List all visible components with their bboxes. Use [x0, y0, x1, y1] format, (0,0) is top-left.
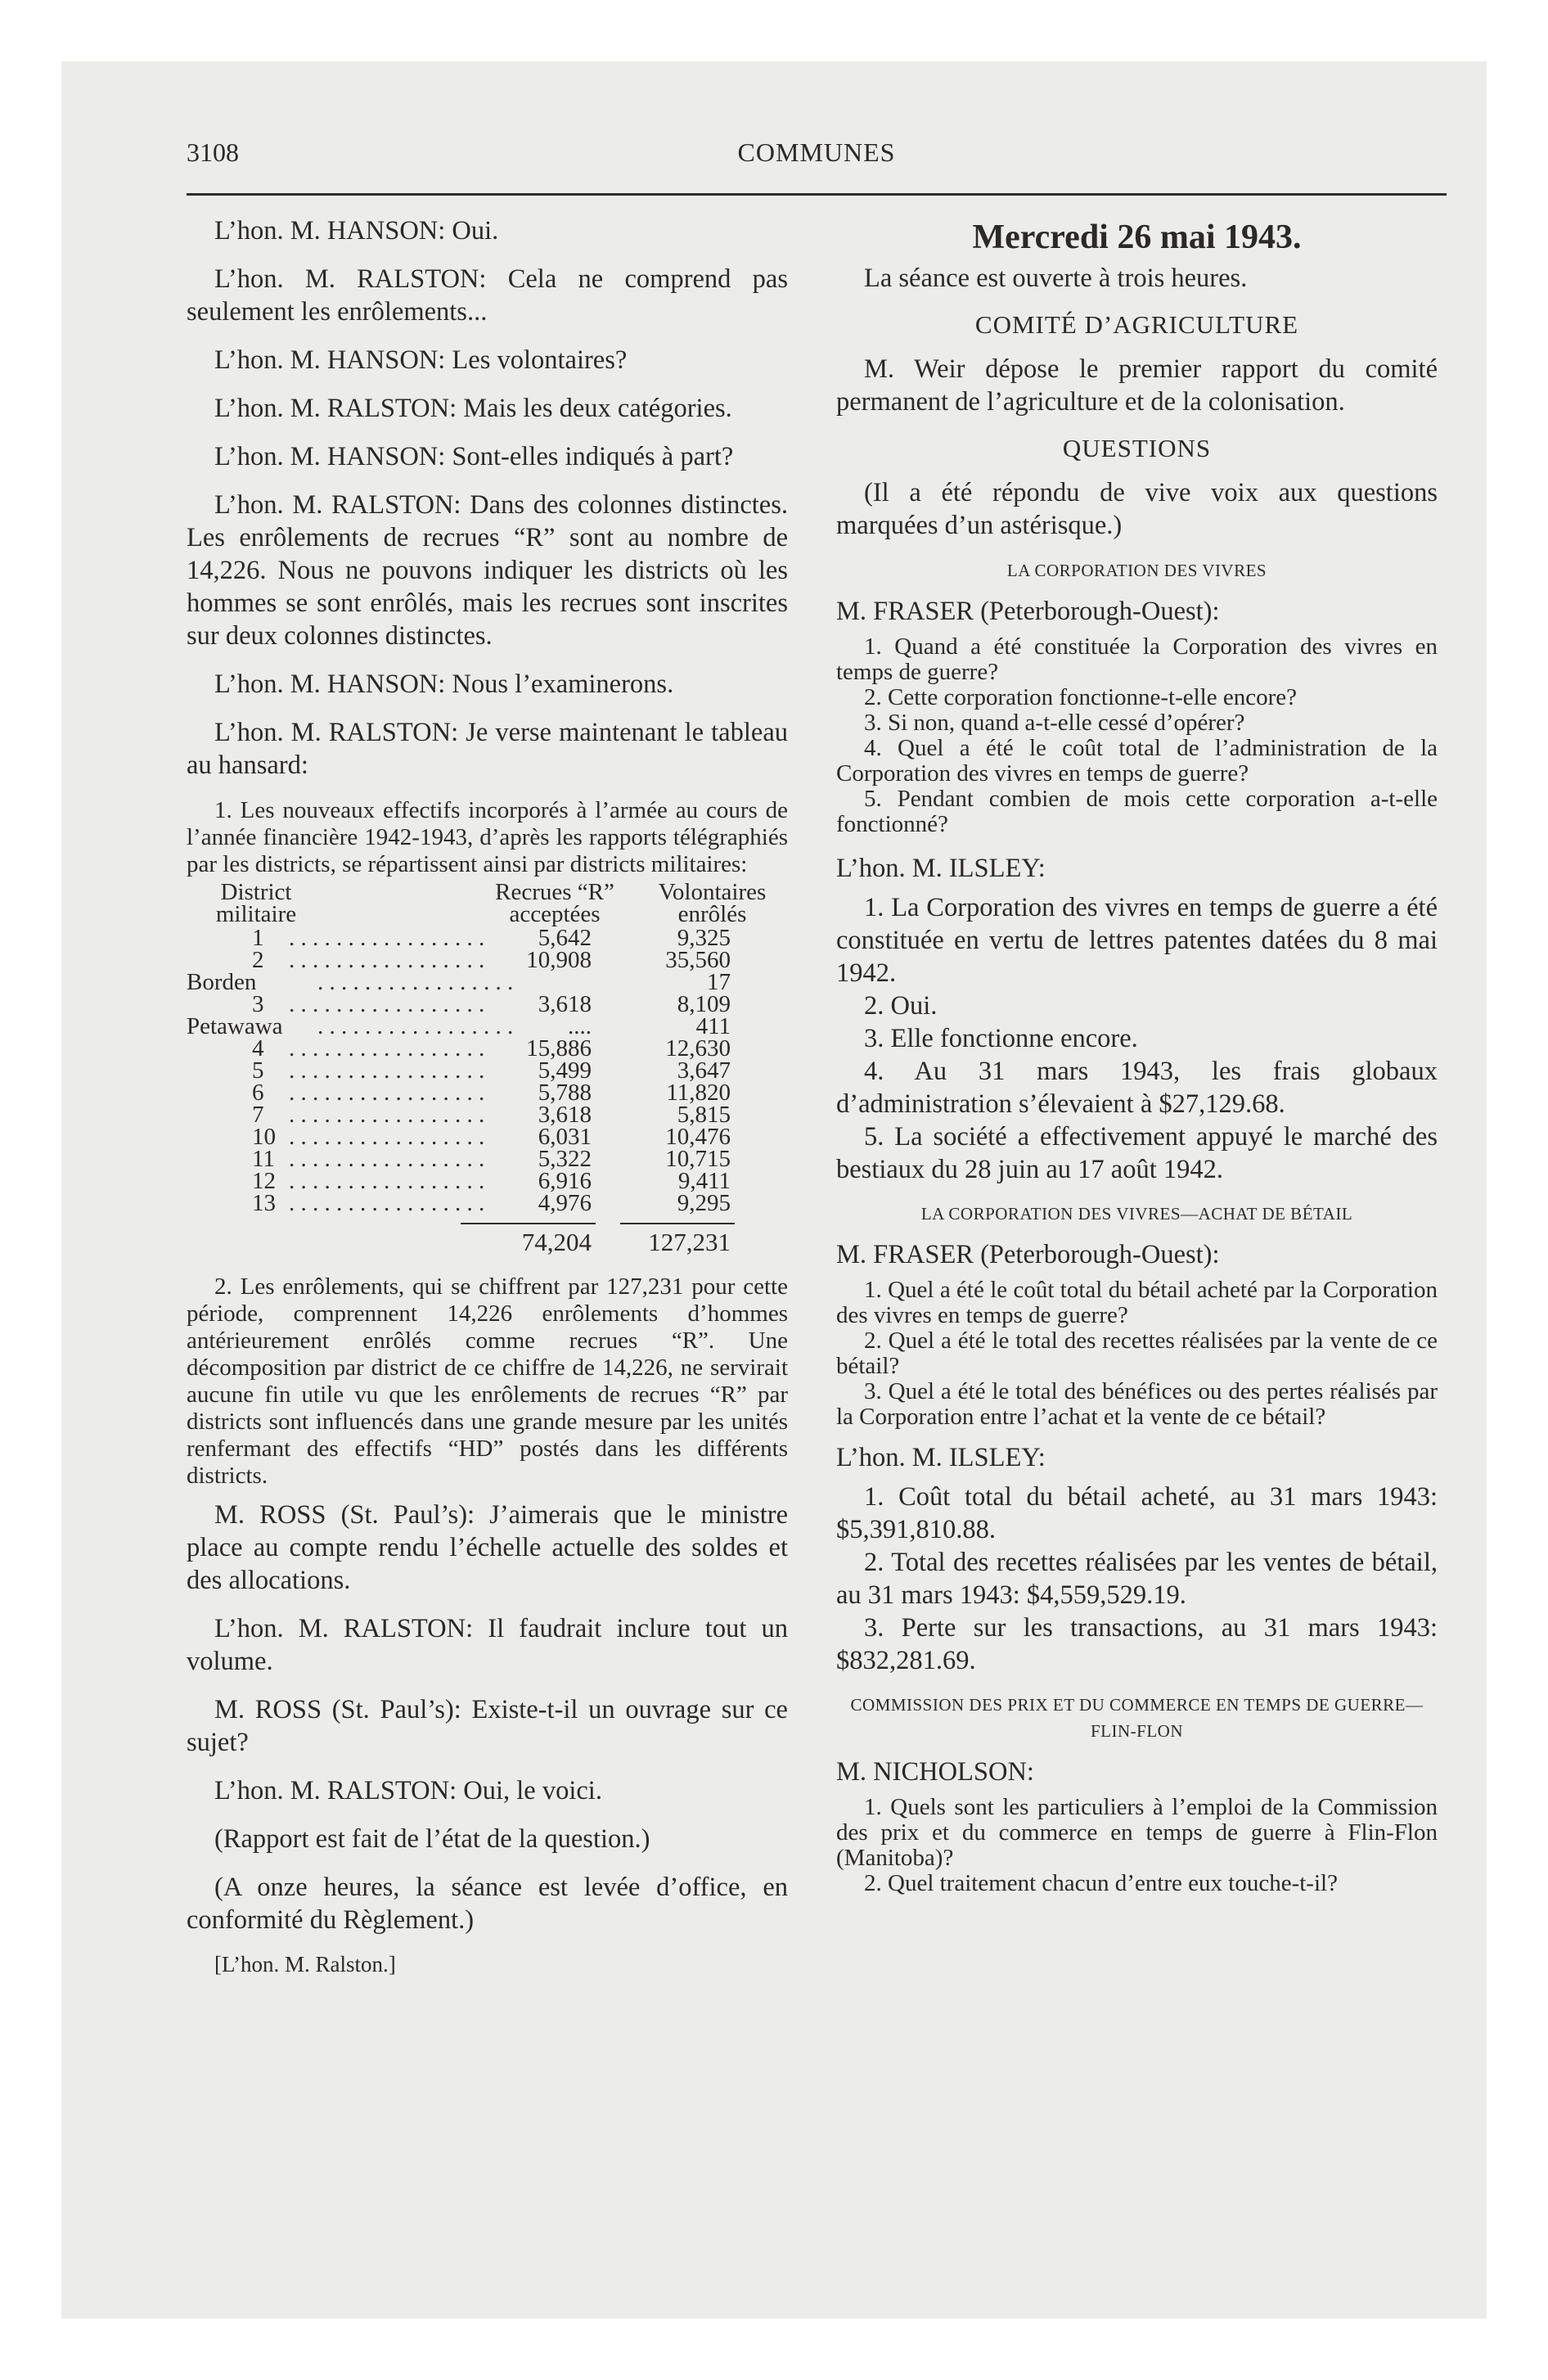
speaker-name: L’hon. M. ILSLEY:	[836, 854, 1046, 883]
section-heading: QUESTIONS	[1062, 434, 1212, 462]
volontaires-value: 9,325	[677, 925, 731, 951]
table-header	[187, 881, 788, 927]
recrues-value: 4,976	[538, 1190, 592, 1216]
table-row	[187, 1192, 788, 1215]
volontaires-value: 5,815	[677, 1102, 731, 1128]
answer: 1. Coût total du bétail acheté, au 31 mars 1943: $5,391,810.88.	[836, 1482, 1438, 1544]
question: 4. Quel a été le coût total de l’administration de la Corporation des vivres en temps de guerre?	[836, 735, 1438, 787]
question: 3. Si non, quand a-t-elle cessé d’opérer?	[864, 710, 1245, 736]
table-row	[187, 1148, 788, 1170]
paragraph: L’hon. M. HANSON: Sont-elles indiqués à part?	[214, 442, 734, 471]
page-header	[187, 137, 1447, 187]
recrues-value: 5,322	[538, 1146, 592, 1172]
table-row	[187, 1126, 788, 1148]
leader-dots: . . . . . . . . . . . . . . . . .	[289, 925, 485, 951]
table-row	[187, 949, 788, 971]
speaker-signature: [L’hon. M. Ralston.]	[214, 1952, 396, 1977]
paragraph: L’hon. M. RALSTON: Dans des colonnes distinctes. Les enrôlements de recrues “R” sont au nombre de 14,226. Nous ne pouvons indiquer les districts où les hommes se sont enrôlés, mais les recrues sont inscrites sur deux colonnes distinctes.	[187, 490, 788, 651]
total-recrues: 74,204	[521, 1228, 592, 1256]
question: 1. Quand a été constituée la Corporation des vivres en temps de guerre?	[836, 633, 1438, 685]
district-label: 3	[252, 991, 264, 1017]
question: 2. Quel traitement chacun d’entre eux touche-t-il?	[864, 1870, 1338, 1896]
speaker-name: L’hon. M. ILSLEY:	[836, 1443, 1046, 1472]
leader-dots: . . . . . . . . . . . . . . . . .	[289, 1124, 485, 1150]
district-label: Borden	[187, 969, 257, 995]
table-row	[187, 1170, 788, 1192]
volontaires-value: 11,820	[666, 1080, 731, 1106]
running-title: COMMUNES	[737, 137, 896, 167]
volontaires-value: 3,647	[677, 1057, 731, 1084]
recrues-value: 3,618	[538, 991, 592, 1017]
question-subheading: LA CORPORATION DES VIVRES—ACHAT DE BÉTAIL	[920, 1204, 1353, 1224]
question: 1. Quel a été le coût total du bétail acheté par la Corporation des vivres en temps de guerre?	[836, 1277, 1438, 1328]
district-label: 4	[252, 1035, 264, 1062]
leader-dots: . . . . . . . . . . . . . . . . .	[289, 1146, 485, 1172]
page-number: 3108	[187, 137, 239, 167]
leader-dots: . . . . . . . . . . . . . . . . .	[289, 1035, 485, 1062]
paragraph: (Il a été répondu de vive voix aux questions marquées d’un astérisque.)	[836, 478, 1438, 540]
district-label: 13	[252, 1190, 276, 1216]
table-row	[187, 1104, 788, 1126]
volontaires-value: 35,560	[665, 947, 731, 973]
paragraph: L’hon. M. HANSON: Les volontaires?	[214, 345, 628, 375]
question-subheading: LA CORPORATION DES VIVRES	[1006, 561, 1267, 580]
volontaires-value: 12,630	[665, 1035, 731, 1062]
leader-dots: . . . . . . . . . . . . . . . . .	[289, 947, 485, 973]
district-label: 2	[252, 947, 264, 973]
leader-dots: . . . . . . . . . . . . . . . . .	[289, 1080, 485, 1106]
answer: 2. Oui.	[864, 991, 938, 1021]
question: 2. Cette corporation fonctionne-t-elle encore?	[864, 684, 1298, 710]
district-label: 12	[252, 1168, 276, 1194]
question: 3. Quel a été le total des bénéfices ou des pertes réalisés par la Corporation entre l’achat et la vente de ce bétail?	[836, 1378, 1438, 1430]
answer-list	[836, 891, 1438, 1186]
volontaires-value: 10,476	[665, 1124, 731, 1150]
recrues-value: ....	[568, 1013, 592, 1039]
paragraph: L’hon. M. RALSTON: Il faudrait inclure tout un volume.	[187, 1614, 788, 1676]
recrues-value: 5,788	[538, 1080, 592, 1106]
paragraph: M. ROSS (St. Paul’s): Existe-t-il un ouvrage sur ce sujet?	[187, 1695, 788, 1757]
speaker-name: M. FRASER (Peterborough-Ouest):	[836, 597, 1220, 626]
leader-dots: . . . . . . . . . . . . . . . . .	[289, 1168, 485, 1194]
leader-dots: . . . . . . . . . . . . . . . . .	[317, 1013, 514, 1039]
column-header-volontaires: Volontaires enrôlés	[658, 879, 767, 927]
table-body	[187, 927, 788, 1215]
left-column	[187, 214, 788, 1977]
answer: 1. La Corporation des vivres en temps de guerre a été constituée en vertu de lettres patentes datées du 8 mai 1942.	[836, 893, 1438, 988]
district-label: 11	[252, 1146, 275, 1172]
leader-dots: . . . . . . . . . . . . . . . . .	[317, 969, 514, 995]
recrues-value: 6,031	[538, 1124, 592, 1150]
volontaires-value: 8,109	[677, 991, 731, 1017]
header-rule	[187, 193, 1447, 196]
paragraph: L’hon. M. RALSTON: Cela ne comprend pas seulement les enrôlements...	[187, 264, 788, 327]
recrues-value: 5,642	[538, 925, 592, 951]
paragraph: 2. Les enrôlements, qui se chiffrent par 127,231 pour cette période, comprennent 14,226 enrôlements d’hommes antérieurement enrôlés comme recrues “R”. Une décomposition par district de ce chiffre de 14,226, ne servirait aucune fin utile vu que les enrôlements de recrues “R” par districts sont influencés dans une grande mesure par les unités renfermant des effectifs “HD” postés dans les différents districts.	[187, 1273, 788, 1489]
recrues-value: 6,916	[538, 1168, 592, 1194]
paragraph: L’hon. M. HANSON: Oui.	[214, 216, 499, 246]
paragraph: M. Weir dépose le premier rapport du comité permanent de l’agriculture et de la colonisation.	[836, 354, 1438, 417]
total-volontaires: 127,231	[648, 1228, 731, 1256]
leader-dots: . . . . . . . . . . . . . . . . .	[289, 1190, 485, 1216]
district-label: 1	[252, 925, 264, 951]
question: 1. Quels sont les particuliers à l’emploi de la Commission des prix et du commerce en temps de guerre à Flin-Flon (Manitoba)?	[836, 1794, 1438, 1871]
paragraph: La séance est ouverte à trois heures.	[864, 264, 1248, 293]
recrues-value: 5,499	[538, 1057, 592, 1084]
answer: 4. Au 31 mars 1943, les frais globaux d’administration s’élevaient à $27,129.68.	[836, 1057, 1438, 1119]
paragraph: L’hon. M. RALSTON: Oui, le voici.	[214, 1776, 602, 1805]
volontaires-value: 9,295	[677, 1190, 731, 1216]
question-subheading: COMMISSION DES PRIX ET DU COMMERCE EN TEMPS DE GUERRE—FLIN-FLON	[850, 1695, 1424, 1741]
speaker-name: M. NICHOLSON:	[836, 1757, 1034, 1787]
leader-dots: . . . . . . . . . . . . . . . . .	[289, 1102, 485, 1128]
question-list	[836, 1278, 1438, 1430]
answer: 5. La société a effectivement appuyé le marché des bestiaux du 28 juin au 17 août 1942.	[836, 1122, 1438, 1184]
table-row	[187, 1057, 788, 1084]
speaker-name: M. FRASER (Peterborough-Ouest):	[836, 1240, 1220, 1269]
question: 5. Pendant combien de mois cette corporation a-t-elle fonctionné?	[836, 786, 1438, 837]
table-row	[187, 1082, 788, 1104]
table-row	[187, 927, 788, 949]
volontaires-value: 9,411	[677, 1168, 731, 1194]
district-label: Petawawa	[187, 1013, 283, 1039]
answer: 2. Total des recettes réalisées par les ventes de bétail, au 31 mars 1943: $4,559,529.19.	[836, 1548, 1438, 1610]
answer: 3. Elle fonctionne encore.	[864, 1024, 1138, 1053]
volontaires-value: 17	[707, 969, 731, 995]
answer-list	[836, 1481, 1438, 1677]
table-row	[187, 1013, 788, 1039]
paragraph: L’hon. M. RALSTON: Mais les deux catégories.	[214, 394, 732, 423]
column-header-recrues: Recrues “R” acceptées	[495, 879, 614, 927]
table-row	[187, 1035, 788, 1062]
districts-table	[187, 881, 788, 1264]
volontaires-value: 10,715	[665, 1146, 731, 1172]
district-label: 7	[252, 1102, 264, 1128]
recrues-value: 15,886	[526, 1035, 592, 1062]
recrues-value: 10,908	[526, 947, 592, 973]
sitting-date-title: Mercredi 26 mai 1943.	[972, 219, 1302, 256]
question-list	[836, 634, 1438, 837]
question-list	[836, 1795, 1438, 1896]
paragraph: L’hon. M. HANSON: Nous l’examinerons.	[214, 669, 674, 699]
table-totals	[187, 1228, 788, 1264]
table-intro: 1. Les nouveaux effectifs incorporés à l’armée au cours de l’année financière 1942-1943, d’après les rapports télégraphiés par les districts, se répartissent ainsi par districts militaires:	[187, 797, 788, 877]
question: 2. Quel a été le total des recettes réalisées par la vente de ce bétail?	[836, 1327, 1438, 1379]
recrues-value: 3,618	[538, 1102, 592, 1128]
district-label: 5	[252, 1057, 264, 1084]
right-column	[836, 214, 1438, 1896]
paragraph: (A onze heures, la séance est levée d’office, en conformité du Règlement.)	[187, 1873, 788, 1935]
table-row	[187, 991, 788, 1017]
paragraph: L’hon. M. RALSTON: Je verse maintenant le tableau au hansard:	[187, 718, 788, 780]
volontaires-value: 411	[695, 1013, 731, 1039]
district-label: 10	[252, 1124, 276, 1150]
district-label: 6	[252, 1080, 264, 1106]
table-row	[187, 971, 788, 994]
column-header-district: District militaire	[215, 879, 297, 927]
leader-dots: . . . . . . . . . . . . . . . . .	[289, 1057, 485, 1084]
section-heading: COMITÉ D’AGRICULTURE	[974, 310, 1299, 339]
answer: 3. Perte sur les transactions, au 31 mars 1943: $832,281.69.	[836, 1613, 1438, 1675]
paragraph: (Rapport est fait de l’état de la question.)	[214, 1824, 650, 1854]
leader-dots: . . . . . . . . . . . . . . . . .	[289, 991, 485, 1017]
paragraph: M. ROSS (St. Paul’s): J’aimerais que le ministre place au compte rendu l’échelle actuelle des soldes et des allocations.	[187, 1500, 788, 1595]
